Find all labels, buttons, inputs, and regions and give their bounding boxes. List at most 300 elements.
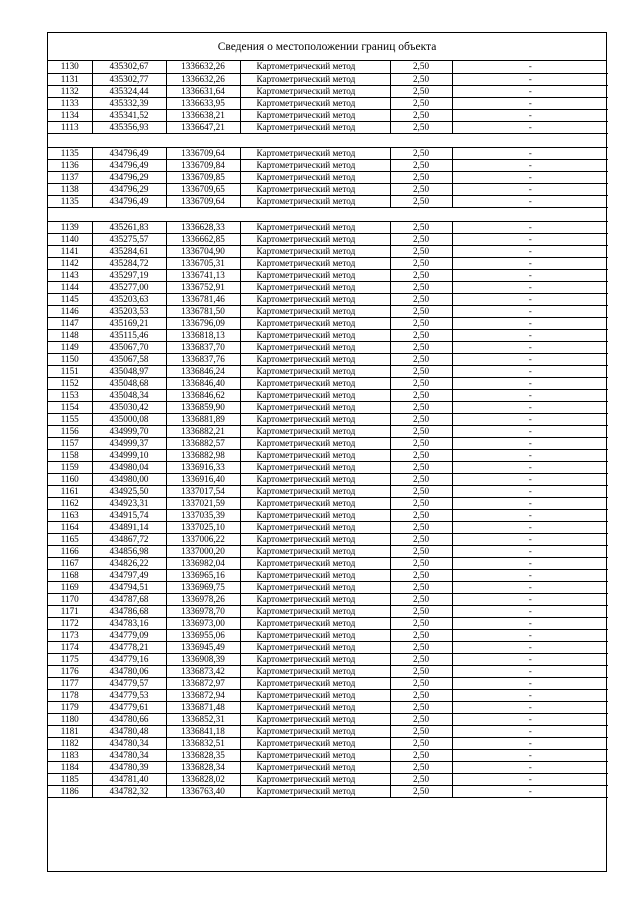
method-cell: Картометрический метод [240, 545, 390, 557]
method-cell: Картометрический метод [240, 521, 390, 533]
table-row [48, 293, 608, 305]
y-coordinate-cell: 1336796,09 [166, 317, 240, 329]
x-coordinate-cell: 435284,61 [92, 245, 166, 257]
y-coordinate-cell: 1336704,90 [166, 245, 240, 257]
y-coordinate-cell: 1336846,24 [166, 365, 240, 377]
y-coordinate-cell: 1336846,62 [166, 389, 240, 401]
table-body [48, 61, 608, 797]
x-coordinate-cell: 434796,49 [92, 195, 166, 207]
point-number-cell: 1181 [48, 725, 92, 737]
precision-cell: 2,50 [390, 653, 452, 665]
note-cell: - [452, 581, 608, 593]
point-number-cell: 1133 [48, 97, 92, 109]
precision-cell: 2,50 [390, 109, 452, 121]
table-row [48, 677, 608, 689]
note-cell: - [452, 653, 608, 665]
table-row [48, 425, 608, 437]
point-number-cell: 1178 [48, 689, 92, 701]
method-cell: Картометрический метод [240, 269, 390, 281]
table-row [48, 61, 608, 73]
note-cell: - [452, 413, 608, 425]
precision-cell: 2,50 [390, 749, 452, 761]
x-coordinate-cell: 434794,51 [92, 581, 166, 593]
y-coordinate-cell: 1336709,65 [166, 183, 240, 195]
y-coordinate-cell: 1336841,18 [166, 725, 240, 737]
y-coordinate-cell: 1336837,76 [166, 353, 240, 365]
precision-cell: 2,50 [390, 689, 452, 701]
y-coordinate-cell: 1336882,21 [166, 425, 240, 437]
y-coordinate-cell: 1336709,85 [166, 171, 240, 183]
method-cell: Картометрический метод [240, 377, 390, 389]
x-coordinate-cell: 434796,49 [92, 147, 166, 159]
x-coordinate-cell: 434781,40 [92, 773, 166, 785]
method-cell: Картометрический метод [240, 593, 390, 605]
note-cell: - [452, 341, 608, 353]
table-row [48, 605, 608, 617]
method-cell: Картометрический метод [240, 641, 390, 653]
table-row [48, 725, 608, 737]
point-number-cell: 1147 [48, 317, 92, 329]
x-coordinate-cell: 434796,29 [92, 171, 166, 183]
precision-cell: 2,50 [390, 665, 452, 677]
x-coordinate-cell: 435169,21 [92, 317, 166, 329]
table-row [48, 245, 608, 257]
table-row [48, 713, 608, 725]
point-number-cell: 1136 [48, 159, 92, 171]
x-coordinate-cell: 434787,68 [92, 593, 166, 605]
x-coordinate-cell: 434779,57 [92, 677, 166, 689]
point-number-cell: 1134 [48, 109, 92, 121]
method-cell: Картометрический метод [240, 341, 390, 353]
point-number-cell: 1165 [48, 533, 92, 545]
x-coordinate-cell: 435030,42 [92, 401, 166, 413]
y-coordinate-cell: 1336709,84 [166, 159, 240, 171]
point-number-cell: 1164 [48, 521, 92, 533]
y-coordinate-cell: 1336828,02 [166, 773, 240, 785]
method-cell: Картометрический метод [240, 509, 390, 521]
table-row [48, 761, 608, 773]
x-coordinate-cell: 434999,70 [92, 425, 166, 437]
method-cell: Картометрический метод [240, 497, 390, 509]
precision-cell: 2,50 [390, 245, 452, 257]
precision-cell: 2,50 [390, 413, 452, 425]
note-cell: - [452, 629, 608, 641]
method-cell: Картометрический метод [240, 761, 390, 773]
y-coordinate-cell: 1336852,31 [166, 713, 240, 725]
precision-cell: 2,50 [390, 545, 452, 557]
point-number-cell: 1148 [48, 329, 92, 341]
x-coordinate-cell: 434780,66 [92, 713, 166, 725]
table-row [48, 593, 608, 605]
point-number-cell: 1177 [48, 677, 92, 689]
note-cell: - [452, 461, 608, 473]
precision-cell: 2,50 [390, 449, 452, 461]
table-row [48, 665, 608, 677]
y-coordinate-cell: 1336828,34 [166, 761, 240, 773]
point-number-cell: 1159 [48, 461, 92, 473]
point-number-cell: 1131 [48, 73, 92, 85]
method-cell: Картометрический метод [240, 365, 390, 377]
precision-cell: 2,50 [390, 73, 452, 85]
x-coordinate-cell: 434779,61 [92, 701, 166, 713]
y-coordinate-cell: 1336945,49 [166, 641, 240, 653]
precision-cell: 2,50 [390, 521, 452, 533]
table-row [48, 233, 608, 245]
x-coordinate-cell: 434778,21 [92, 641, 166, 653]
point-number-cell: 1141 [48, 245, 92, 257]
x-coordinate-cell: 434796,29 [92, 183, 166, 195]
note-cell: - [452, 437, 608, 449]
y-coordinate-cell: 1336709,64 [166, 147, 240, 159]
precision-cell: 2,50 [390, 293, 452, 305]
y-coordinate-cell: 1336781,46 [166, 293, 240, 305]
point-number-cell: 1137 [48, 171, 92, 183]
table-row [48, 257, 608, 269]
y-coordinate-cell: 1337017,54 [166, 485, 240, 497]
y-coordinate-cell: 1336978,70 [166, 605, 240, 617]
x-coordinate-cell: 434782,32 [92, 785, 166, 797]
point-number-cell: 1155 [48, 413, 92, 425]
method-cell: Картометрический метод [240, 701, 390, 713]
table-row [48, 509, 608, 521]
table-row [48, 147, 608, 159]
point-number-cell: 1153 [48, 389, 92, 401]
point-number-cell: 1146 [48, 305, 92, 317]
note-cell: - [452, 509, 608, 521]
precision-cell: 2,50 [390, 97, 452, 109]
note-cell: - [452, 97, 608, 109]
table-row [48, 401, 608, 413]
table-row [48, 183, 608, 195]
precision-cell: 2,50 [390, 437, 452, 449]
y-coordinate-cell: 1337000,20 [166, 545, 240, 557]
method-cell: Картометрический метод [240, 713, 390, 725]
method-cell: Картометрический метод [240, 183, 390, 195]
precision-cell: 2,50 [390, 257, 452, 269]
method-cell: Картометрический метод [240, 569, 390, 581]
note-cell: - [452, 171, 608, 183]
y-coordinate-cell: 1336982,04 [166, 557, 240, 569]
point-number-cell: 1142 [48, 257, 92, 269]
note-cell: - [452, 269, 608, 281]
table-row [48, 305, 608, 317]
note-cell: - [452, 183, 608, 195]
x-coordinate-cell: 435067,70 [92, 341, 166, 353]
x-coordinate-cell: 435203,63 [92, 293, 166, 305]
point-number-cell: 1179 [48, 701, 92, 713]
x-coordinate-cell: 434779,09 [92, 629, 166, 641]
point-number-cell: 1163 [48, 509, 92, 521]
note-cell: - [452, 533, 608, 545]
table-title: Сведения о местоположении границ объекта [48, 33, 606, 61]
x-coordinate-cell: 434980,04 [92, 461, 166, 473]
point-number-cell: 1130 [48, 61, 92, 73]
x-coordinate-cell: 434783,16 [92, 617, 166, 629]
x-coordinate-cell: 434796,49 [92, 159, 166, 171]
method-cell: Картометрический метод [240, 473, 390, 485]
y-coordinate-cell: 1337021,59 [166, 497, 240, 509]
table-row [48, 269, 608, 281]
separator-cell [48, 133, 608, 147]
table-row [48, 109, 608, 121]
point-number-cell: 1166 [48, 545, 92, 557]
x-coordinate-cell: 434780,48 [92, 725, 166, 737]
table-row [48, 317, 608, 329]
note-cell: - [452, 557, 608, 569]
note-cell: - [452, 473, 608, 485]
method-cell: Картометрический метод [240, 725, 390, 737]
method-cell: Картометрический метод [240, 617, 390, 629]
precision-cell: 2,50 [390, 557, 452, 569]
method-cell: Картометрический метод [240, 749, 390, 761]
table-row [48, 473, 608, 485]
precision-cell: 2,50 [390, 401, 452, 413]
note-cell: - [452, 605, 608, 617]
precision-cell: 2,50 [390, 183, 452, 195]
note-cell: - [452, 329, 608, 341]
precision-cell: 2,50 [390, 233, 452, 245]
y-coordinate-cell: 1337006,22 [166, 533, 240, 545]
x-coordinate-cell: 434780,39 [92, 761, 166, 773]
precision-cell: 2,50 [390, 497, 452, 509]
table-row [48, 653, 608, 665]
x-coordinate-cell: 435332,39 [92, 97, 166, 109]
precision-cell: 2,50 [390, 617, 452, 629]
y-coordinate-cell: 1336632,26 [166, 61, 240, 73]
method-cell: Картометрический метод [240, 389, 390, 401]
method-cell: Картометрический метод [240, 785, 390, 797]
x-coordinate-cell: 434826,22 [92, 557, 166, 569]
y-coordinate-cell: 1336638,21 [166, 109, 240, 121]
table-row [48, 365, 608, 377]
table-row [48, 461, 608, 473]
y-coordinate-cell: 1336908,39 [166, 653, 240, 665]
note-cell: - [452, 233, 608, 245]
y-coordinate-cell: 1336741,13 [166, 269, 240, 281]
point-number-cell: 1144 [48, 281, 92, 293]
method-cell: Картометрический метод [240, 413, 390, 425]
y-coordinate-cell: 1336882,57 [166, 437, 240, 449]
y-coordinate-cell: 1336969,75 [166, 581, 240, 593]
y-coordinate-cell: 1336916,33 [166, 461, 240, 473]
method-cell: Картометрический метод [240, 449, 390, 461]
table-row [48, 773, 608, 785]
x-coordinate-cell: 435356,93 [92, 121, 166, 133]
point-number-cell: 1175 [48, 653, 92, 665]
x-coordinate-cell: 434867,72 [92, 533, 166, 545]
precision-cell: 2,50 [390, 425, 452, 437]
x-coordinate-cell: 435048,97 [92, 365, 166, 377]
y-coordinate-cell: 1336965,16 [166, 569, 240, 581]
table-row [48, 389, 608, 401]
x-coordinate-cell: 434786,68 [92, 605, 166, 617]
precision-cell: 2,50 [390, 593, 452, 605]
precision-cell: 2,50 [390, 701, 452, 713]
method-cell: Картометрический метод [240, 437, 390, 449]
table-row [48, 581, 608, 593]
x-coordinate-cell: 435048,68 [92, 377, 166, 389]
table-row [48, 341, 608, 353]
y-coordinate-cell: 1336837,70 [166, 341, 240, 353]
point-number-cell: 1174 [48, 641, 92, 653]
method-cell: Картометрический метод [240, 665, 390, 677]
point-number-cell: 1143 [48, 269, 92, 281]
y-coordinate-cell: 1336752,91 [166, 281, 240, 293]
x-coordinate-cell: 435067,58 [92, 353, 166, 365]
note-cell: - [452, 737, 608, 749]
x-coordinate-cell: 435048,34 [92, 389, 166, 401]
point-number-cell: 1180 [48, 713, 92, 725]
y-coordinate-cell: 1336955,06 [166, 629, 240, 641]
note-cell: - [452, 73, 608, 85]
method-cell: Картометрический метод [240, 233, 390, 245]
method-cell: Картометрический метод [240, 147, 390, 159]
y-coordinate-cell: 1336978,26 [166, 593, 240, 605]
table-row [48, 329, 608, 341]
point-number-cell: 1161 [48, 485, 92, 497]
note-cell: - [452, 545, 608, 557]
note-cell: - [452, 665, 608, 677]
table-row [48, 569, 608, 581]
point-number-cell: 1139 [48, 221, 92, 233]
table-row [48, 437, 608, 449]
precision-cell: 2,50 [390, 509, 452, 521]
note-cell: - [452, 425, 608, 437]
method-cell: Картометрический метод [240, 425, 390, 437]
method-cell: Картометрический метод [240, 85, 390, 97]
point-number-cell: 1185 [48, 773, 92, 785]
note-cell: - [452, 689, 608, 701]
precision-cell: 2,50 [390, 569, 452, 581]
precision-cell: 2,50 [390, 317, 452, 329]
point-number-cell: 1140 [48, 233, 92, 245]
point-number-cell: 1149 [48, 341, 92, 353]
precision-cell: 2,50 [390, 195, 452, 207]
x-coordinate-cell: 435261,83 [92, 221, 166, 233]
x-coordinate-cell: 435284,72 [92, 257, 166, 269]
method-cell: Картометрический метод [240, 773, 390, 785]
note-cell: - [452, 713, 608, 725]
method-cell: Картометрический метод [240, 629, 390, 641]
precision-cell: 2,50 [390, 281, 452, 293]
y-coordinate-cell: 1336871,48 [166, 701, 240, 713]
y-coordinate-cell: 1336662,85 [166, 233, 240, 245]
precision-cell: 2,50 [390, 377, 452, 389]
point-number-cell: 1150 [48, 353, 92, 365]
table-row [48, 533, 608, 545]
table-row [48, 545, 608, 557]
precision-cell: 2,50 [390, 605, 452, 617]
point-number-cell: 1154 [48, 401, 92, 413]
method-cell: Картометрический метод [240, 245, 390, 257]
y-coordinate-cell: 1336781,50 [166, 305, 240, 317]
x-coordinate-cell: 435277,00 [92, 281, 166, 293]
precision-cell: 2,50 [390, 737, 452, 749]
y-coordinate-cell: 1336973,00 [166, 617, 240, 629]
table-row [48, 749, 608, 761]
boundary-points-table [48, 61, 608, 798]
y-coordinate-cell: 1336882,98 [166, 449, 240, 461]
table-row [48, 73, 608, 85]
note-cell: - [452, 293, 608, 305]
precision-cell: 2,50 [390, 641, 452, 653]
method-cell: Картометрический метод [240, 97, 390, 109]
point-number-cell: 1162 [48, 497, 92, 509]
point-number-cell: 1169 [48, 581, 92, 593]
y-coordinate-cell: 1336632,26 [166, 73, 240, 85]
note-cell: - [452, 365, 608, 377]
precision-cell: 2,50 [390, 473, 452, 485]
point-number-cell: 1182 [48, 737, 92, 749]
table-row [48, 97, 608, 109]
y-coordinate-cell: 1336631,64 [166, 85, 240, 97]
y-coordinate-cell: 1336859,90 [166, 401, 240, 413]
precision-cell: 2,50 [390, 353, 452, 365]
precision-cell: 2,50 [390, 761, 452, 773]
y-coordinate-cell: 1336818,13 [166, 329, 240, 341]
method-cell: Картометрический метод [240, 677, 390, 689]
y-coordinate-cell: 1336828,35 [166, 749, 240, 761]
precision-cell: 2,50 [390, 269, 452, 281]
y-coordinate-cell: 1336628,33 [166, 221, 240, 233]
x-coordinate-cell: 434780,06 [92, 665, 166, 677]
y-coordinate-cell: 1336763,40 [166, 785, 240, 797]
point-number-cell: 1176 [48, 665, 92, 677]
table-row [48, 785, 608, 797]
method-cell: Картометрический метод [240, 221, 390, 233]
point-number-cell: 1170 [48, 593, 92, 605]
precision-cell: 2,50 [390, 485, 452, 497]
table-row [48, 521, 608, 533]
x-coordinate-cell: 435297,19 [92, 269, 166, 281]
precision-cell: 2,50 [390, 785, 452, 797]
x-coordinate-cell: 435302,77 [92, 73, 166, 85]
point-number-cell: 1173 [48, 629, 92, 641]
note-cell: - [452, 61, 608, 73]
note-cell: - [452, 401, 608, 413]
y-coordinate-cell: 1336916,40 [166, 473, 240, 485]
y-coordinate-cell: 1336709,64 [166, 195, 240, 207]
table-row [48, 377, 608, 389]
y-coordinate-cell: 1336873,42 [166, 665, 240, 677]
method-cell: Картометрический метод [240, 581, 390, 593]
point-number-cell: 1158 [48, 449, 92, 461]
x-coordinate-cell: 434780,34 [92, 737, 166, 749]
note-cell: - [452, 389, 608, 401]
precision-cell: 2,50 [390, 629, 452, 641]
separator-cell [48, 207, 608, 221]
precision-cell: 2,50 [390, 159, 452, 171]
y-coordinate-cell: 1336633,95 [166, 97, 240, 109]
note-cell: - [452, 677, 608, 689]
precision-cell: 2,50 [390, 171, 452, 183]
method-cell: Картометрический метод [240, 353, 390, 365]
precision-cell: 2,50 [390, 677, 452, 689]
y-coordinate-cell: 1337035,39 [166, 509, 240, 521]
note-cell: - [452, 785, 608, 797]
precision-cell: 2,50 [390, 713, 452, 725]
precision-cell: 2,50 [390, 61, 452, 73]
point-number-cell: 1151 [48, 365, 92, 377]
table-row [48, 121, 608, 133]
note-cell: - [452, 147, 608, 159]
y-coordinate-cell: 1336705,31 [166, 257, 240, 269]
x-coordinate-cell: 434999,10 [92, 449, 166, 461]
method-cell: Картометрический метод [240, 653, 390, 665]
precision-cell: 2,50 [390, 305, 452, 317]
y-coordinate-cell: 1336832,51 [166, 737, 240, 749]
precision-cell: 2,50 [390, 725, 452, 737]
